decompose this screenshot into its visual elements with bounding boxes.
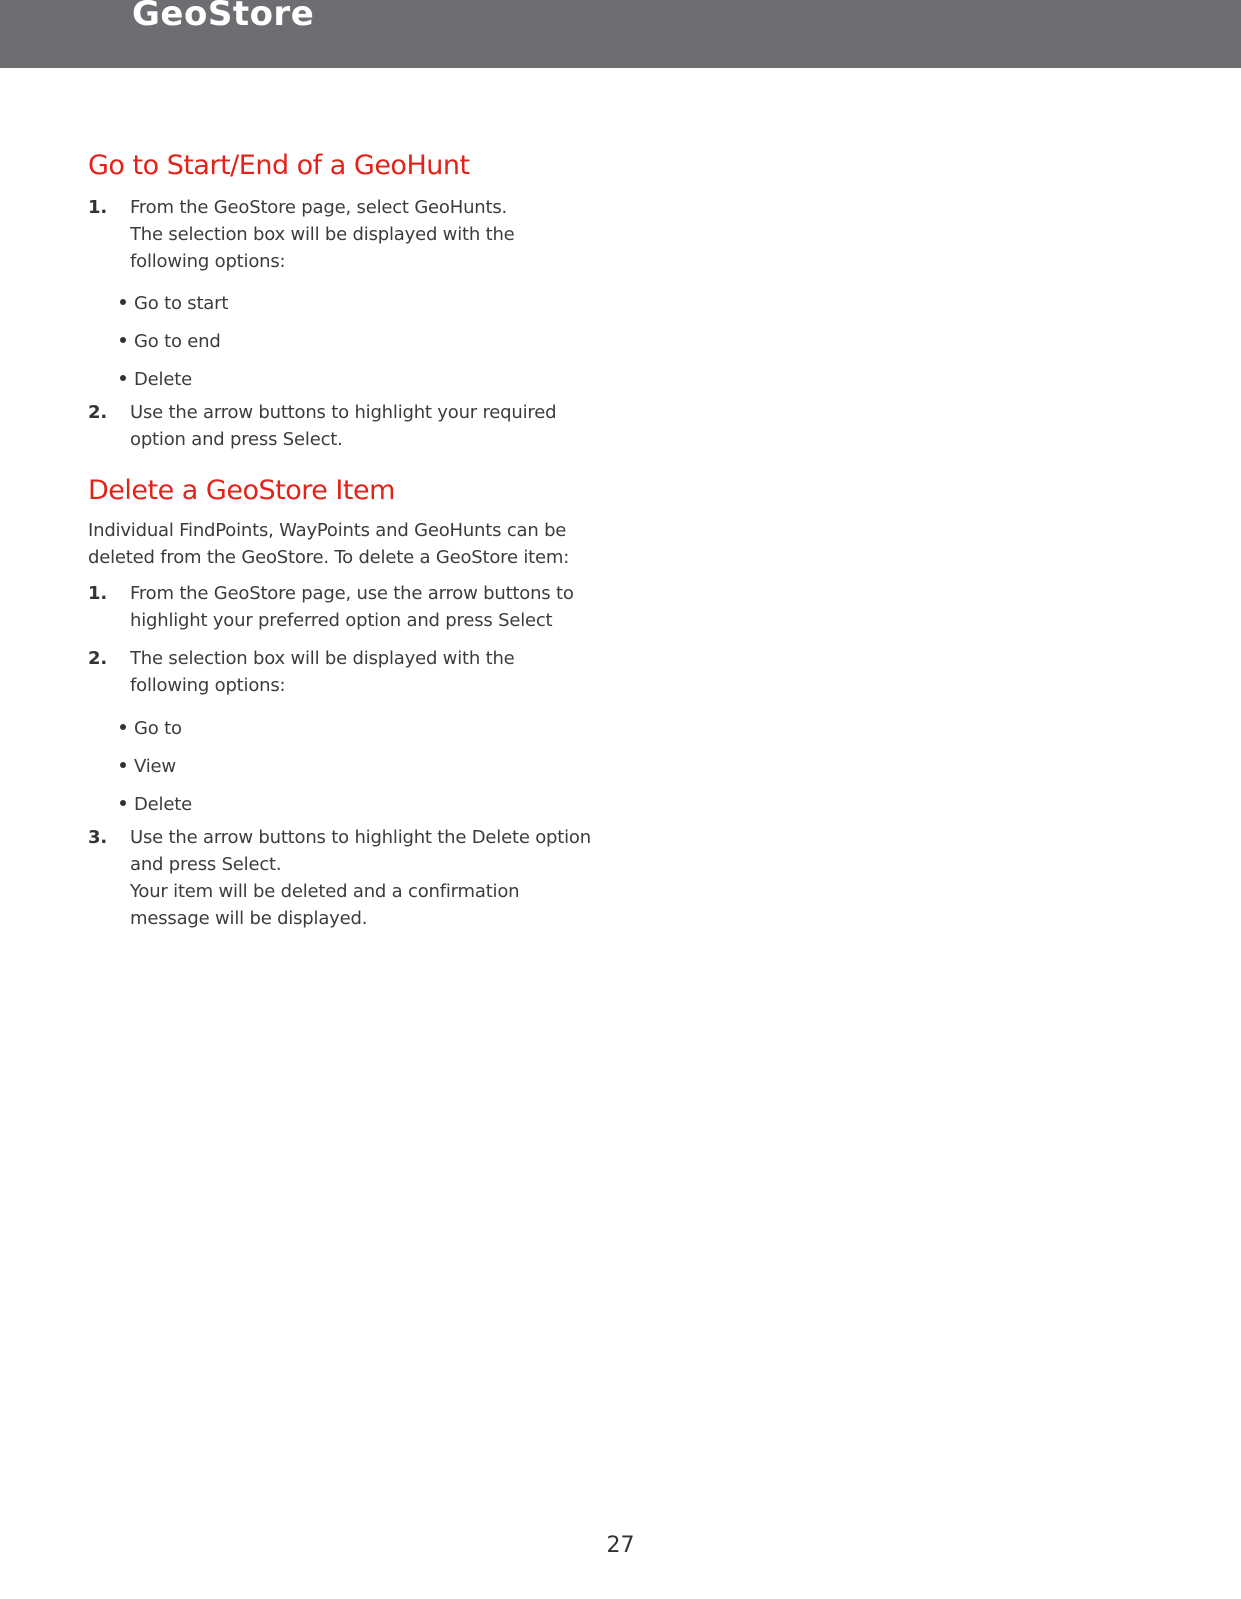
step-line: message will be displayed.: [130, 908, 368, 929]
paragraph-line: deleted from the GeoStore. To delete a GeoStore item:: [88, 547, 570, 568]
step-number: 2.: [88, 648, 107, 669]
step-line: Use the arrow buttons to highlight the Delete option: [130, 827, 591, 848]
step-text: [130, 399, 610, 453]
step-line: From the GeoStore page, select GeoHunts.: [130, 197, 508, 218]
bullet-item: [120, 290, 228, 317]
bullet-dot-icon: [120, 724, 126, 730]
step-line: following options:: [130, 675, 286, 696]
step-line: following options:: [130, 251, 286, 272]
page-header: [0, 0, 1241, 68]
bullet-dot-icon: [120, 299, 126, 305]
bullet-text: Delete: [134, 794, 192, 815]
step-number: 1.: [88, 197, 107, 218]
bullet-item: [120, 328, 221, 355]
section-heading-delete-item: Delete a GeoStore Item: [88, 475, 395, 506]
bullet-item: [120, 791, 192, 818]
step-line: highlight your preferred option and press Select: [130, 610, 553, 631]
step-number: 1.: [88, 583, 107, 604]
step-text: [130, 824, 610, 932]
bullet-text: Go to end: [134, 331, 221, 352]
step-line: The selection box will be displayed with the: [130, 648, 515, 669]
step-line: The selection box will be displayed with the: [130, 224, 515, 245]
bullet-item: [120, 366, 192, 393]
bullet-dot-icon: [120, 375, 126, 381]
step-text: [130, 194, 610, 275]
bullet-text: Go to: [134, 718, 182, 739]
step-text: [130, 645, 610, 699]
intro-paragraph: [88, 517, 608, 571]
step-number: 3.: [88, 827, 107, 848]
bullet-text: Go to start: [134, 293, 229, 314]
bullet-dot-icon: [120, 337, 126, 343]
header-title: GeoStore: [132, 0, 315, 34]
bullet-item: [120, 715, 182, 742]
step-line: Your item will be deleted and a confirmation: [130, 881, 520, 902]
step-line: From the GeoStore page, use the arrow buttons to: [130, 583, 574, 604]
bullet-item: [120, 753, 176, 780]
bullet-text: View: [134, 756, 176, 777]
bullet-dot-icon: [120, 800, 126, 806]
bullet-dot-icon: [120, 762, 126, 768]
step-line: and press Select.: [130, 854, 282, 875]
bullet-text: Delete: [134, 369, 192, 390]
paragraph-line: Individual FindPoints, WayPoints and GeoHunts can be: [88, 520, 567, 541]
step-line: Use the arrow buttons to highlight your required: [130, 402, 557, 423]
step-line: option and press Select.: [130, 429, 343, 450]
section-heading-go-to-start-end: Go to Start/End of a GeoHunt: [88, 150, 470, 181]
step-text: [130, 580, 610, 634]
step-number: 2.: [88, 402, 107, 423]
page-number: 27: [606, 1533, 635, 1558]
